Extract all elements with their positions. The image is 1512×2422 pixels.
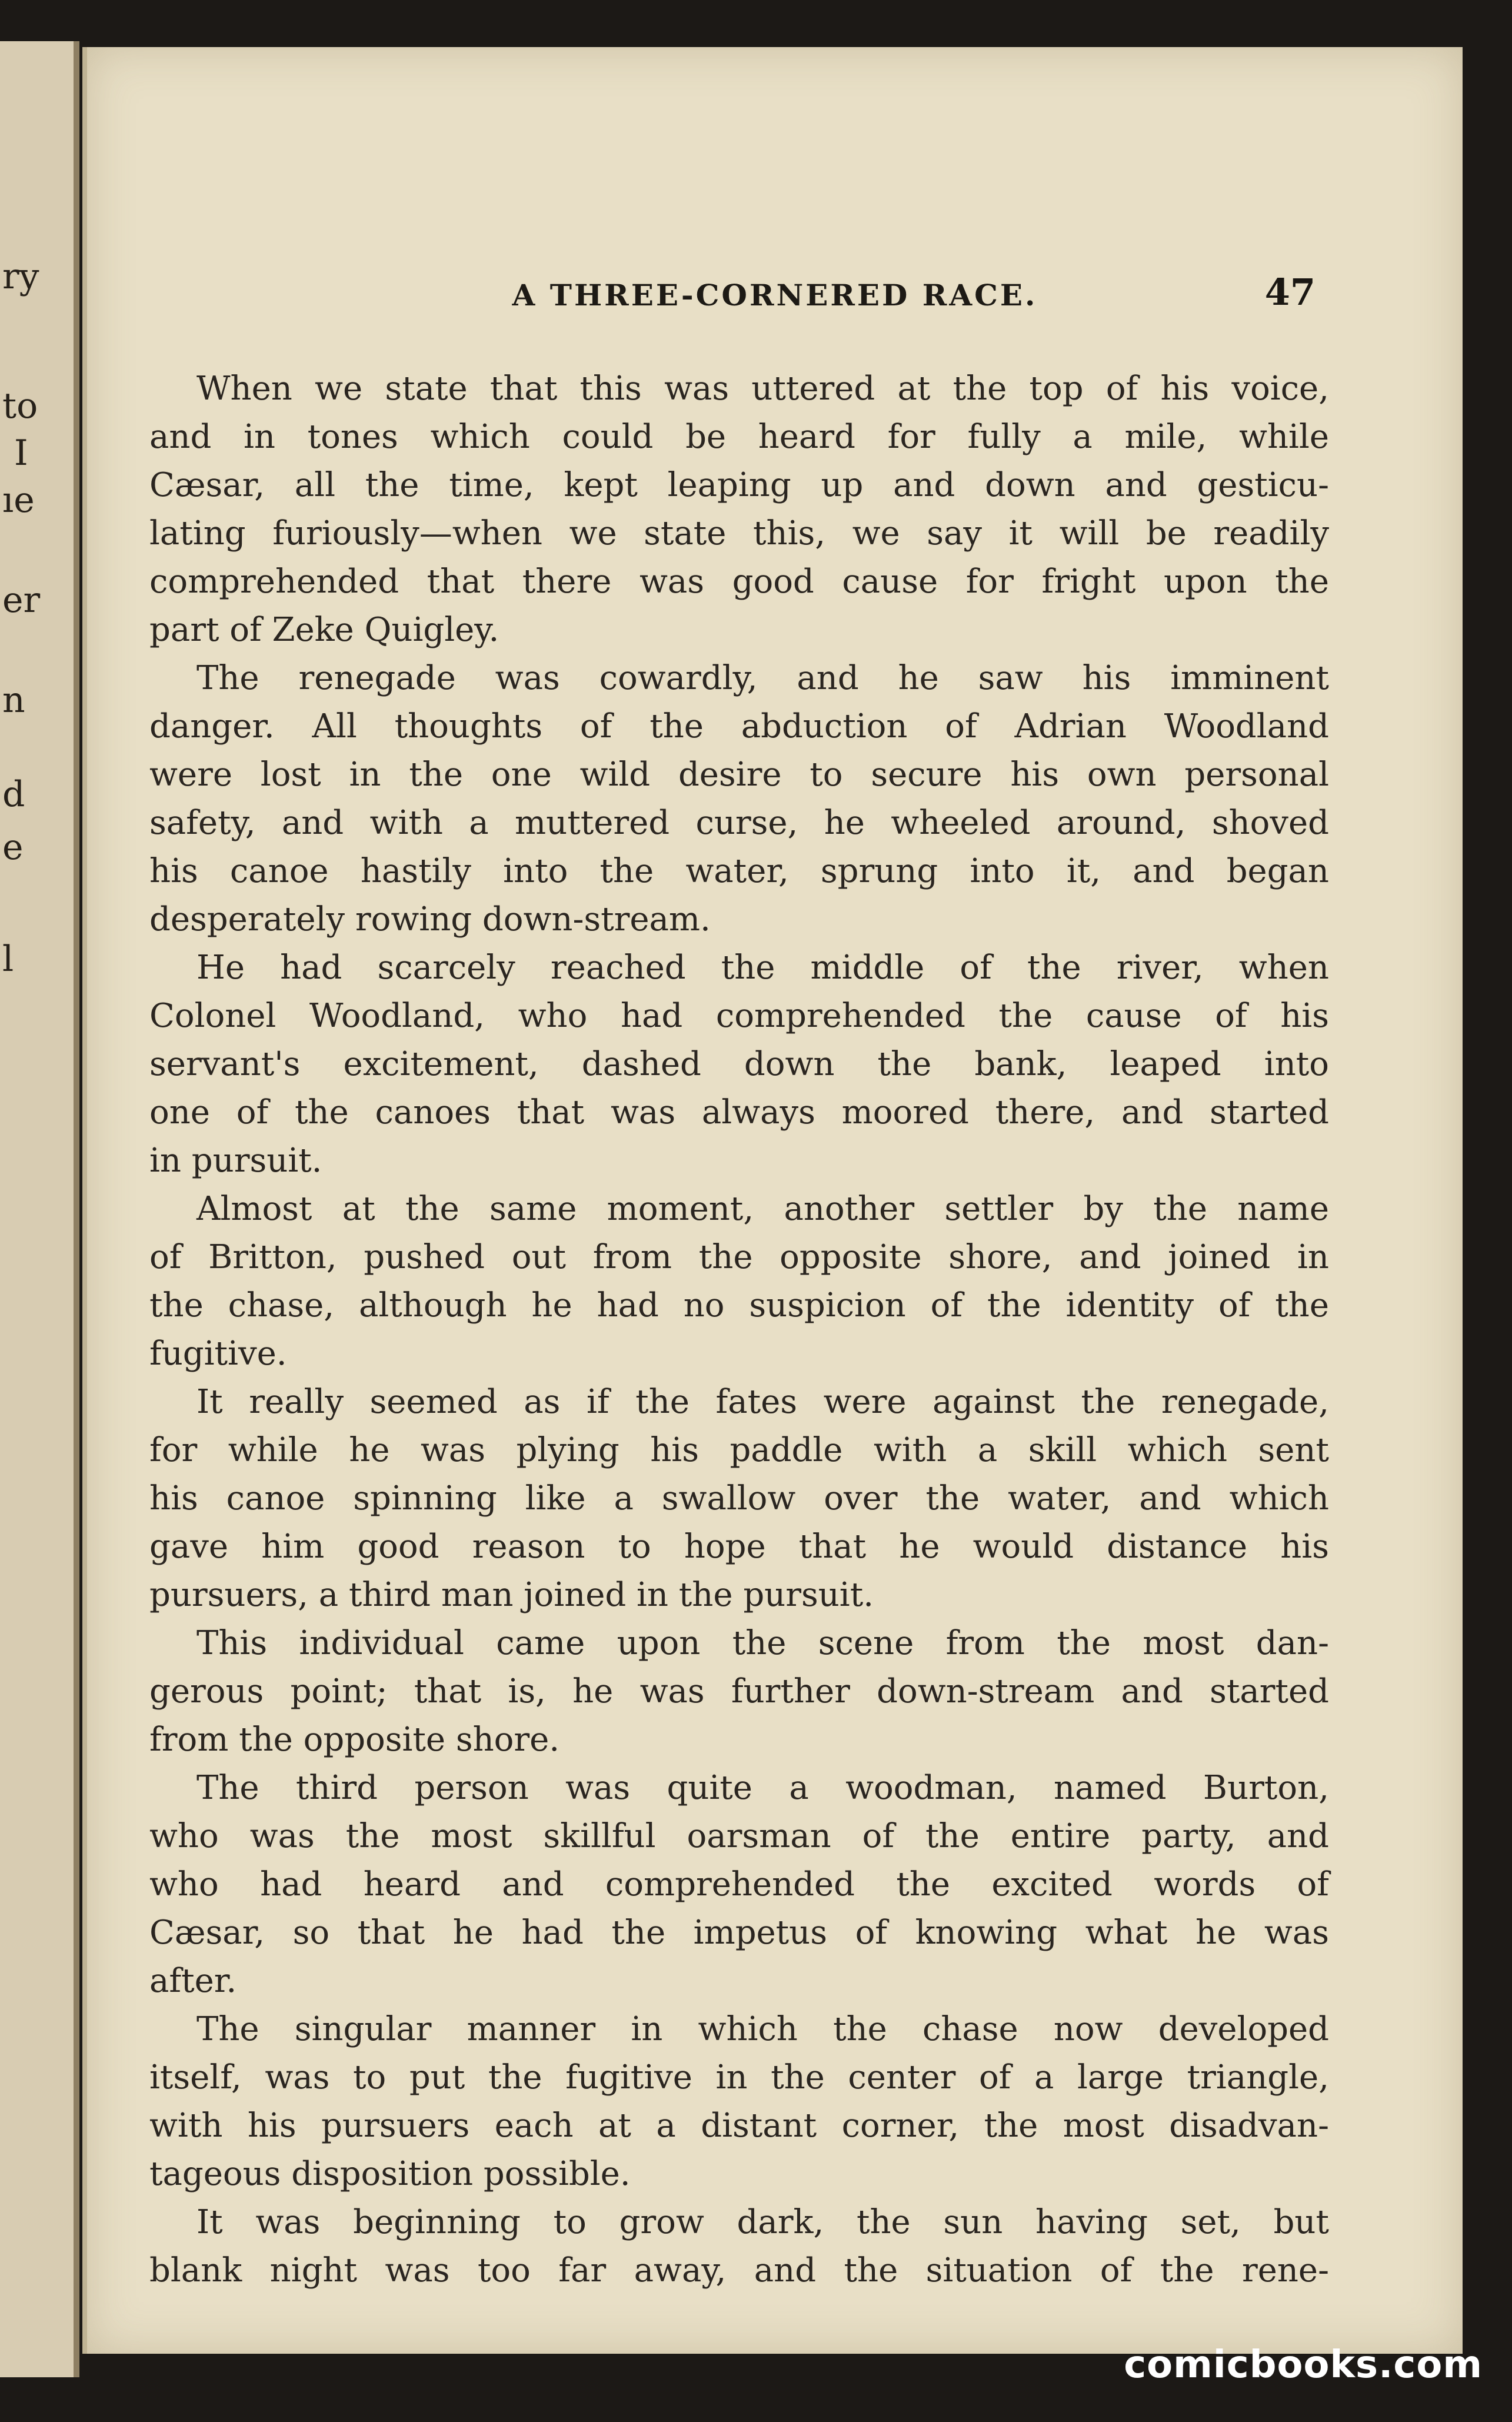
text-line: from the opposite shore. bbox=[149, 1721, 560, 1759]
text-line: blank night was too far away, and the situation of the rene- bbox=[149, 2251, 1329, 2290]
text-line: pursuers, a third man joined in the pursuit. bbox=[149, 1576, 874, 1614]
text-line: desperately rowing down-stream. bbox=[149, 900, 711, 939]
text-line: in pursuit. bbox=[149, 1142, 322, 1180]
text-line: Cæsar, all the time, kept leaping up and down and gesticu- bbox=[149, 466, 1329, 504]
text-line: fugitive. bbox=[149, 1335, 287, 1373]
text-line: the chase, although he had no suspicion of the identity of the bbox=[149, 1286, 1329, 1325]
prev-page-fragment: er bbox=[2, 580, 41, 621]
text-line: The third person was quite a woodman, named Burton, bbox=[197, 1769, 1329, 1807]
text-line: When we state that this was uttered at the top of his voice, bbox=[197, 370, 1329, 408]
prev-page-fragment: ry bbox=[2, 256, 39, 297]
text-line: gerous point; that is, he was further down-stream and started bbox=[149, 1672, 1329, 1711]
prev-page-fragment: I bbox=[14, 432, 28, 474]
watermark-logo: comicbooks.com bbox=[1124, 2343, 1483, 2387]
previous-page-edge bbox=[0, 41, 79, 2377]
text-line: who had heard and comprehended the excited words of bbox=[149, 1865, 1329, 1904]
text-line: and in tones which could be heard for fully a mile, while bbox=[149, 418, 1329, 456]
text-line: safety, and with a muttered curse, he wheeled around, shoved bbox=[149, 804, 1329, 842]
text-line: after. bbox=[149, 1962, 237, 2000]
text-line: gave him good reason to hope that he would distance his bbox=[149, 1528, 1329, 1566]
text-line: The singular manner in which the chase now developed bbox=[197, 2010, 1329, 2048]
prev-page-fragment: e bbox=[2, 827, 24, 868]
page-number: 47 bbox=[1264, 271, 1315, 314]
text-line: part of Zeke Quigley. bbox=[149, 611, 499, 649]
text-line: servant's excitement, dashed down the bank, leaped into bbox=[149, 1045, 1329, 1083]
text-line: comprehended that there was good cause for fright upon the bbox=[149, 563, 1329, 601]
text-line: lating furiously—when we state this, we say it will be readily bbox=[149, 514, 1329, 553]
text-line: with his pursuers each at a distant corner, the most disadvan- bbox=[149, 2107, 1329, 2145]
text-line: Almost at the same moment, another settler by the name bbox=[197, 1190, 1329, 1228]
text-line: one of the canoes that was always moored there, and started bbox=[149, 1093, 1329, 1132]
text-line: for while he was plying his paddle with a skill which sent bbox=[149, 1431, 1329, 1469]
text-line: It really seemed as if the fates were against the renegade, bbox=[197, 1383, 1329, 1421]
running-title: A THREE-CORNERED RACE. bbox=[512, 278, 1038, 312]
body-text bbox=[149, 365, 1329, 2295]
text-line: danger. All thoughts of the abduction of Adrian Woodland bbox=[149, 707, 1329, 746]
text-line: He had scarcely reached the middle of the river, when bbox=[197, 949, 1329, 987]
book-page bbox=[82, 47, 1463, 2354]
text-line: itself, was to put the fugitive in the center of a large triangle, bbox=[149, 2058, 1329, 2097]
prev-page-fragment: l bbox=[2, 939, 14, 980]
text-line: tageous disposition possible. bbox=[149, 2155, 631, 2193]
text-line: his canoe spinning like a swallow over the water, and which bbox=[149, 1479, 1329, 1518]
text-line: The renegade was cowardly, and he saw his imminent bbox=[197, 659, 1329, 697]
text-line: This individual came upon the scene from the most dan- bbox=[197, 1624, 1329, 1662]
prev-page-fragment: n bbox=[2, 680, 25, 721]
text-line: It was beginning to grow dark, the sun having set, but bbox=[197, 2203, 1329, 2241]
text-line: of Britton, pushed out from the opposite shore, and joined in bbox=[149, 1238, 1329, 1276]
text-line: Colonel Woodland, who had comprehended the cause of his bbox=[149, 997, 1329, 1035]
prev-page-fragment: d bbox=[2, 774, 25, 815]
page-header bbox=[87, 271, 1463, 324]
prev-page-fragment: ıe bbox=[2, 480, 35, 521]
text-line: who was the most skillful oarsman of the entire party, and bbox=[149, 1817, 1329, 1855]
text-line: were lost in the one wild desire to secure his own personal bbox=[149, 756, 1329, 794]
prev-page-fragment: to bbox=[2, 385, 38, 427]
text-line: Cæsar, so that he had the impetus of knowing what he was bbox=[149, 1914, 1329, 1952]
text-line: his canoe hastily into the water, sprung into it, and began bbox=[149, 852, 1329, 890]
